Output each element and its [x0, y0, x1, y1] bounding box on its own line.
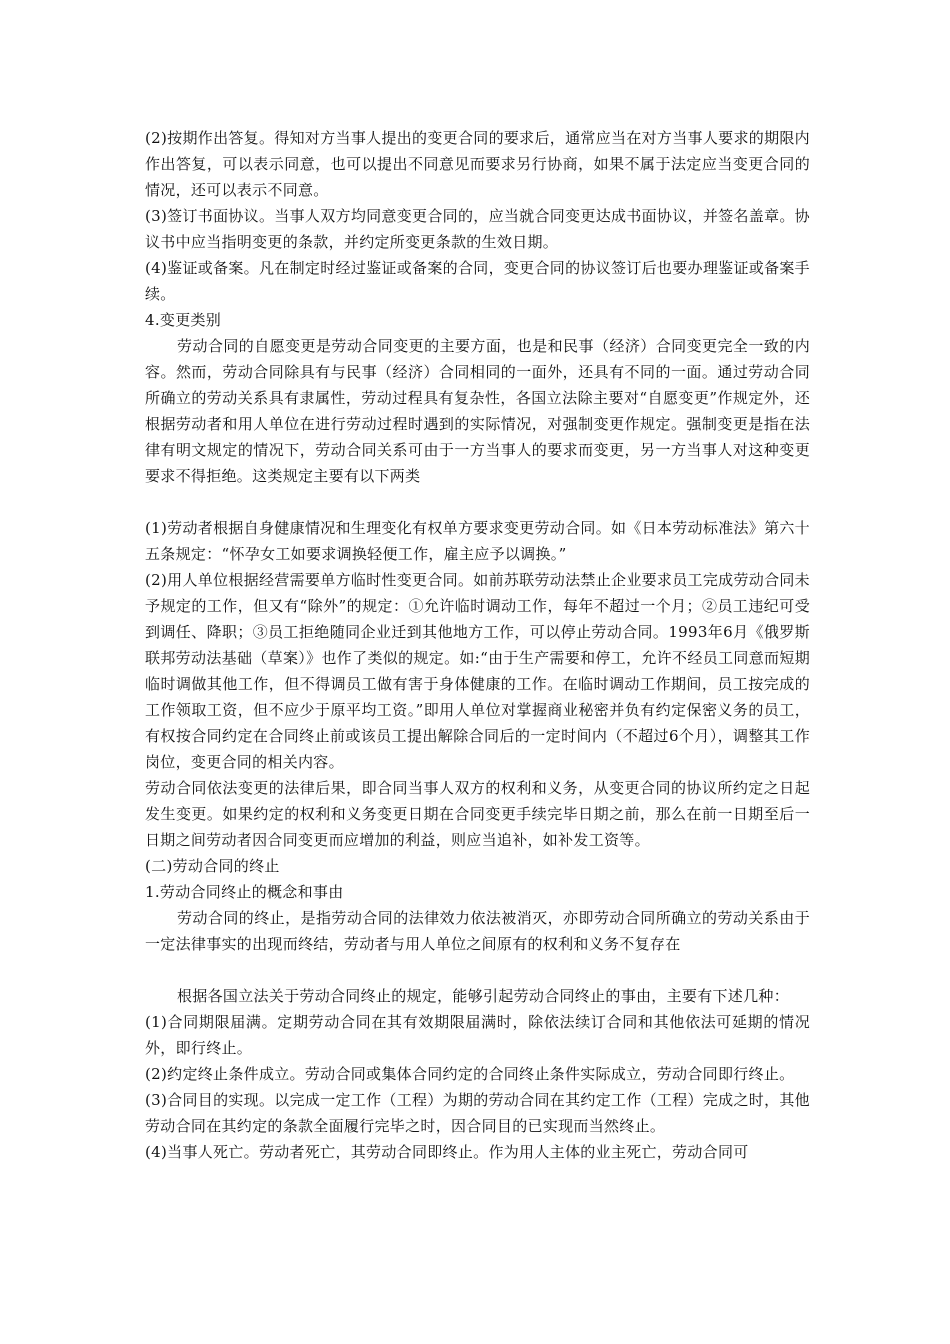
paragraph-employer-change: (2)用人单位根据经营需要单方临时性变更合同。如前苏联劳动法禁止企业要求员工完成劳动合同未予规定的工作，但又有“除外”的规定：①允许临时调动工作，每年不超过一个月；②员工违纪可受到调任、降职；③员工拒绝随同企业迁到其他地方工作，可以停止劳动合同。1993年6月《俄罗斯联邦劳动法基础（草案）》也作了类似的规定。如:“由于生产需要和停工，允许不经员工同意而短期临时调做其他工作，但不得调员工做有害于身体健康的工作。在临时调动工作期间，员工按完成的工作领取工资，但不应少于原平均工资。”即用人单位对掌握商业秘密并负有约定保密义务的员工，有权按合同约定在合同终止前或该员工提出解除合同后的一定时间内（不超过6个月），调整其工作岗位，变更合同的相关内容。 [145, 571, 810, 771]
paragraph-purpose-achieved: (3)合同目的实现。以完成一定工作（工程）为期的劳动合同在其约定工作（工程）完成之时，其他劳动合同在其约定的条款全面履行完毕之时，因合同目的已实现而当然终止。 [145, 1091, 810, 1135]
paragraph-notarize-or-file: (4)鉴证或备案。凡在制定时经过鉴证或备案的合同，变更合同的协议签订后也要办理鉴证或备案手续。 [145, 259, 810, 303]
paragraph-agreed-condition: (2)约定终止条件成立。劳动合同或集体合同约定的合同终止条件实际成立，劳动合同即行终止。 [145, 1065, 795, 1083]
paragraph-term-expiry: (1)合同期限届满。定期劳动合同在其有效期限届满时，除依法续订合同和其他依法可延期的情况外，即行终止。 [145, 1013, 810, 1057]
document-body [145, 125, 810, 1165]
paragraph-termination-definition: 劳动合同的终止，是指劳动合同的法律效力依法被消灭，亦即劳动合同所确立的劳动关系由于一定法律事实的出现而终结，劳动者与用人单位之间原有的权利和义务不复存在 [145, 909, 810, 953]
paragraph-voluntary-change: 劳动合同的自愿变更是劳动合同变更的主要方面，也是和民事（经济）合同变更完全一致的内容。然而，劳动合同除具有与民事（经济）合同相同的一面外，还具有不同的一面。通过劳动合同所确立的劳动关系具有隶属性，劳动过程具有复杂性，各国立法除主要对“自愿变更”作规定外，还根据劳动者和用人单位在进行劳动过程时遇到的实际情况，对强制变更作规定。强制变更是指在法律有明文规定的情况下，劳动合同关系可由于一方当事人的要求而变更，另一方当事人对这种变更要求不得拒绝。这类规定主要有以下两类 [145, 337, 810, 485]
paragraph-termination-causes-intro: 根据各国立法关于劳动合同终止的规定，能够引起劳动合同终止的事由，主要有下述几种： [177, 987, 790, 1005]
subsection-heading-termination-concept: 1.劳动合同终止的概念和事由 [145, 883, 344, 901]
paragraph-respond-on-time: (2)按期作出答复。得知对方当事人提出的变更合同的要求后，通常应当在对方当事人要求的期限内作出答复，可以表示同意，也可以提出不同意见而要求另行协商，如果不属于法定应当变更合同的情况，还可以表示不同意。 [145, 129, 810, 199]
blank-line [145, 489, 810, 515]
paragraph-sign-agreement: (3)签订书面协议。当事人双方均同意变更合同的，应当就合同变更达成书面协议，并签名盖章。协议书中应当指明变更的条款，并约定所变更条款的生效日期。 [145, 207, 810, 251]
paragraph-party-death: (4)当事人死亡。劳动者死亡，其劳动合同即终止。作为用人主体的业主死亡，劳动合同可 [145, 1143, 749, 1161]
paragraph-worker-change: (1)劳动者根据自身健康情况和生理变化有权单方要求变更劳动合同。如《日本劳动标准法》第六十五条规定：“怀孕女工如要求调换轻便工作，雇主应予以调换。” [145, 519, 810, 563]
paragraph-legal-consequences: 劳动合同依法变更的法律后果，即合同当事人双方的权利和义务，从变更合同的协议所约定之日起发生变更。如果约定的权利和义务变更日期在合同变更手续完毕日期之前，那么在前一日期至后一日期之间劳动者因合同变更而应增加的利益，则应当追补，如补发工资等。 [145, 779, 810, 849]
blank-line [145, 957, 810, 983]
section-heading-change-types: 4.变更类别 [145, 311, 222, 329]
section-heading-termination: (二)劳动合同的终止 [145, 857, 280, 875]
